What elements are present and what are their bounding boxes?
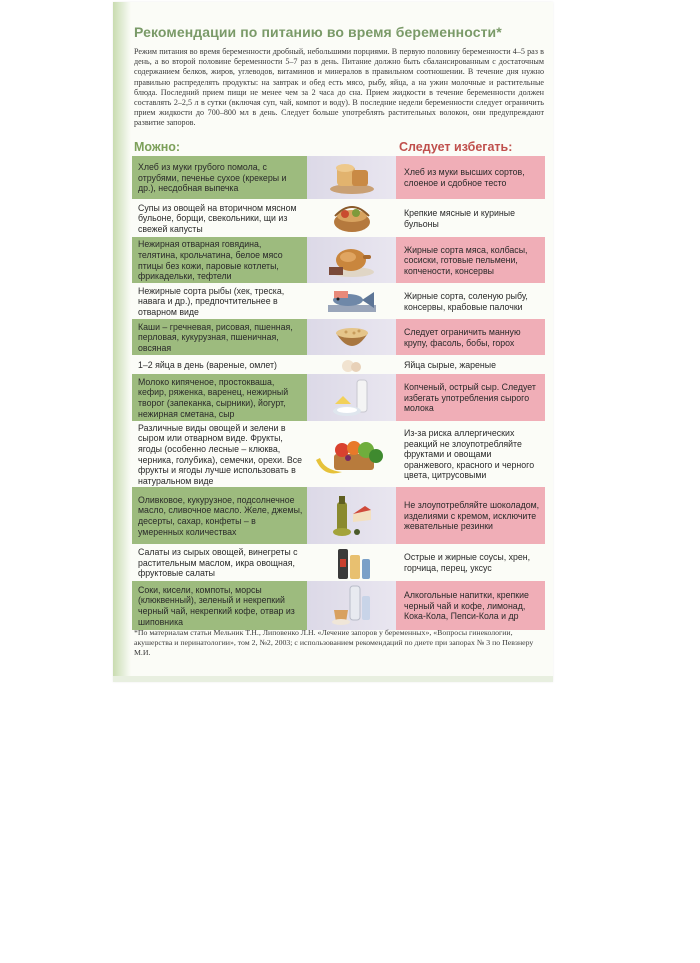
page-title: Рекомендации по питанию во время беременности* — [134, 24, 502, 40]
avoid-cell: Яйца сырые, жареные — [404, 359, 496, 370]
table-row — [132, 355, 545, 374]
avoid-cell: Крепкие мясные и куриные бульоны — [404, 207, 515, 229]
allowed-cell: 1–2 яйца в день (вареные, омлет) — [138, 359, 277, 370]
soup-basket-icon — [307, 199, 396, 237]
allowed-cell: Супы из овощей на вторичном мясном бульоне, борщи, свекольники, щи из свежей капусты — [138, 202, 297, 234]
drinks-icon — [307, 581, 396, 630]
table-row — [132, 199, 545, 237]
fish-icon — [307, 283, 396, 319]
avoid-cell: Хлеб из муки высших сортов, слоеное и сдобное тесто — [396, 156, 545, 199]
allowed-cell: Соки, кисели, компоты, морсы (клюквенный), зеленый и некрепкий черный чай, некрепкий кофе, отвар из шиповника — [132, 581, 307, 630]
avoid-cell: Из-за риска аллергических реакций не злоупотребляйте фруктами и овощами оранжевого, красного и черного цвета, цитрусовыми — [404, 428, 535, 481]
table-row — [132, 283, 545, 319]
allowed-cell: Салаты из сырых овощей, винегреты с растительным маслом, икра овощная, фруктовые салаты — [138, 547, 298, 579]
allowed-cell: Хлеб из муки грубого помола, с отрубями, печенье сухое (крекеры и др.), несдобная выпечка — [132, 156, 307, 199]
avoid-cell: Следует ограничить манную крупу, фасоль, бобы, горох — [396, 319, 545, 355]
table-row — [132, 487, 545, 544]
table-row — [132, 374, 545, 421]
intro-paragraph: Режим питания во время беременности дробный, небольшими порциями. В первую половину беременности 4–5 раз в день, а во второй половине беременности 5–7 раз в день. Питание должно быть сбалансированным с достаточным содержанием белков, жиров, углеводов, витаминов и минералов в правильном соотношении. В течение дня нужно правильно распределять продукты: на завтрак и обед есть мясо, рыбу, яйца, а на ужин молочные и растительные блюда. Последний прием пищи не менее чем за 2 часа до сна. Прием жидкости в течение беременности должен составлять 2–2,5 л в сутки (включая суп, чай, компот и воду). В последние недели беременности следует ограничить прием жидкости до 700–800 мл в день. Следует больше употреблять растительных волокон, они предупреждают развитие запоров. — [134, 47, 544, 128]
table-row — [132, 319, 545, 355]
allowed-cell: Молоко кипяченое, простокваша, кефир, ряженка, варенец, нежирный творог (запеканка, сырники), йогурт, нежирная сметана, сыр — [132, 374, 307, 421]
avoid-cell: Жирные сорта, соленую рыбу, консервы, крабовые палочки — [404, 290, 528, 312]
allowed-cell: Каши – гречневая, рисовая, пшенная, перловая, кукурузная, пшеничная, овсяная — [132, 319, 307, 355]
oil-cake-icon — [307, 487, 396, 544]
bread-icon — [307, 156, 396, 199]
fruits-vegetables-icon — [307, 421, 396, 487]
grain-bowl-icon — [307, 319, 396, 355]
table-row — [132, 581, 545, 630]
table-row — [132, 421, 545, 487]
avoid-cell: Алкогольные напитки, крепкие черный чай и кофе, лимонад, Кока-Кола, Пепси-Кола и др — [396, 581, 545, 630]
food-table — [132, 156, 545, 630]
allowed-cell: Различные виды овощей и зелени в сыром или отварном виде. Фрукты, ягоды (особенно лесные – клюква, черника, голубика), семечки, орехи. Все фрукты и ягоды лучше использовать в натуральном виде — [138, 422, 303, 486]
avoid-cell: Острые и жирные соусы, хрен, горчица, перец, уксус — [404, 552, 531, 573]
diet-leaflet — [113, 2, 553, 682]
allowed-header: Можно: — [134, 140, 181, 154]
table-row — [132, 156, 545, 199]
page-edge — [113, 676, 553, 682]
table-row — [132, 544, 545, 581]
roast-chicken-icon — [307, 237, 396, 283]
allowed-cell: Оливковое, кукурузное, подсолнечное масло, сливочное масло. Желе, джемы, десерты, сахар, конфеты – в умеренных количествах — [132, 487, 307, 544]
eggs-icon — [307, 355, 396, 374]
allowed-cell: Нежирные сорта рыбы (хек, треска, навага и др.), предпочтительнее в отварном виде — [138, 285, 285, 317]
avoid-cell: Жирные сорта мяса, колбасы, сосиски, готовые пельмени, копчености, консервы — [396, 237, 545, 283]
avoid-header: Следует избегать: — [399, 140, 513, 154]
dairy-icon — [307, 374, 396, 421]
table-row — [132, 237, 545, 283]
avoid-cell: Копченый, острый сыр. Следует избегать употребления сырого молока — [396, 374, 545, 421]
sauce-bottles-icon — [307, 544, 396, 581]
allowed-cell: Нежирная отварная говядина, телятина, крольчатина, белое мясо птицы без кожи, паровые котлеты, фрикадельки, тефтели — [132, 237, 307, 283]
footnote: *По материалам статьи Мельник Т.Н., Липовенко Л.Н. «Лечение запоров у беременных», «Вопросы гинекологии, акушерства и перинатологии», том 2, №2, 2003; с использованием рекомендаций по диете при запорах № 3 по Певзнеру М.И. — [134, 628, 534, 657]
avoid-cell: Не злоупотребляйте шоколадом, изделиями с кремом, исключите жевательные резинки — [396, 487, 545, 544]
intro-text — [134, 47, 544, 129]
